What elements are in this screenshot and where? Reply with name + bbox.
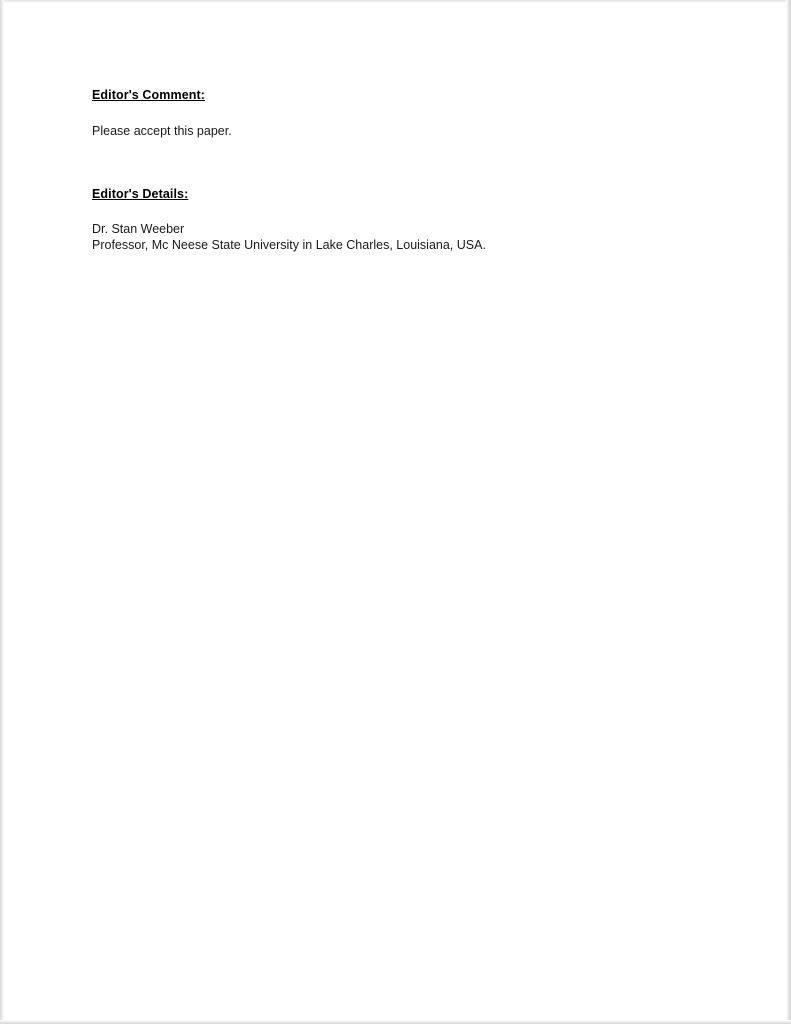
page-edge-left [0, 0, 4, 1024]
editors-comment-text: Please accept this paper. [92, 124, 232, 138]
page-edge-top [0, 0, 791, 3]
editors-comment-section [92, 88, 712, 140]
spacer [92, 103, 712, 124]
page-edge-right [786, 0, 791, 1024]
spacer [92, 140, 712, 187]
editors-details-heading: Editor's Details: [92, 186, 189, 201]
editors-details-section [92, 187, 712, 254]
page-edge-bottom [0, 1020, 791, 1024]
spacer [92, 202, 712, 222]
editors-comment-heading: Editor's Comment: [92, 88, 206, 102]
editor-affiliation: Professor, Mc Neese State University in Lake Charles, Louisiana, USA. [92, 238, 486, 253]
editor-name: Dr. Stan Weeber [92, 221, 185, 236]
document-content [92, 88, 712, 254]
